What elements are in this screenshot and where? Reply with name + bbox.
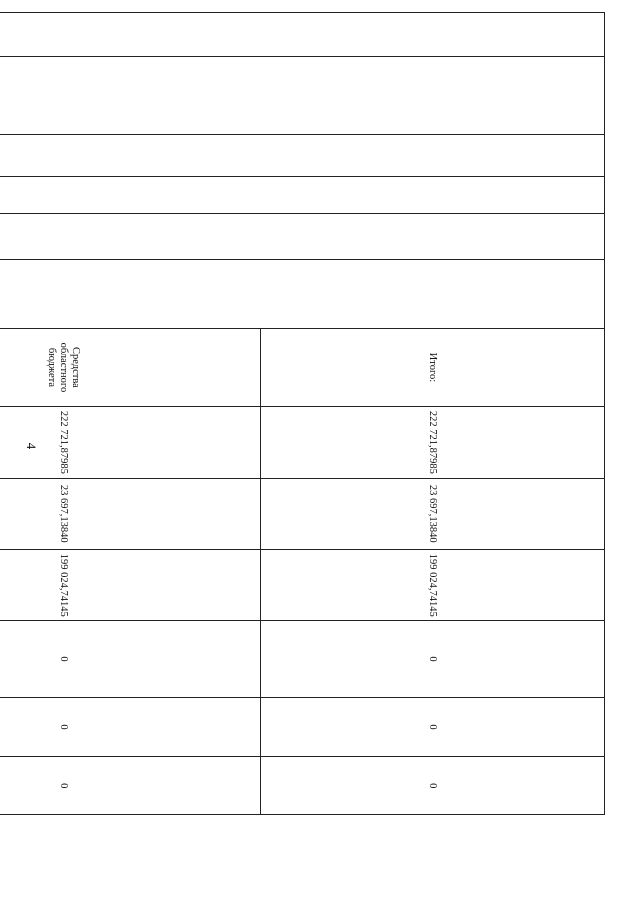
value-cell: 0 (260, 757, 604, 815)
value-cell: 0 (0, 621, 260, 697)
value-cell: 0 (260, 697, 604, 757)
value-cell: 0 (0, 757, 260, 815)
estimated-cost-cell (0, 259, 605, 328)
rotated-table-wrapper (46, 12, 605, 882)
investment-table (0, 12, 605, 882)
total-value-cell: 222 721,87985 (0, 407, 260, 478)
total-value-cell: 222 721,87985 (260, 407, 604, 478)
row-code-cell (0, 13, 605, 57)
funding-source-cell: Средства областного бюджета (0, 328, 260, 406)
year-2022-value-cell: 23 697,13840 (260, 478, 604, 549)
object-name-cell (0, 56, 605, 134)
completion-year-cell (0, 176, 605, 213)
table-body (0, 13, 605, 882)
period-cell (0, 135, 605, 176)
value-cell: 0 (260, 621, 604, 697)
year-2023-value-cell: 199 024,74145 (0, 550, 260, 621)
page-number: 4 (24, 442, 39, 450)
value-cell: 0 (0, 697, 260, 757)
capacity-cell (0, 213, 605, 259)
funding-source-cell: Итого: (260, 328, 604, 406)
year-2022-value-cell: 23 697,13840 (0, 478, 260, 549)
table-row (260, 13, 604, 882)
year-2023-value-cell: 199 024,74145 (260, 550, 604, 621)
